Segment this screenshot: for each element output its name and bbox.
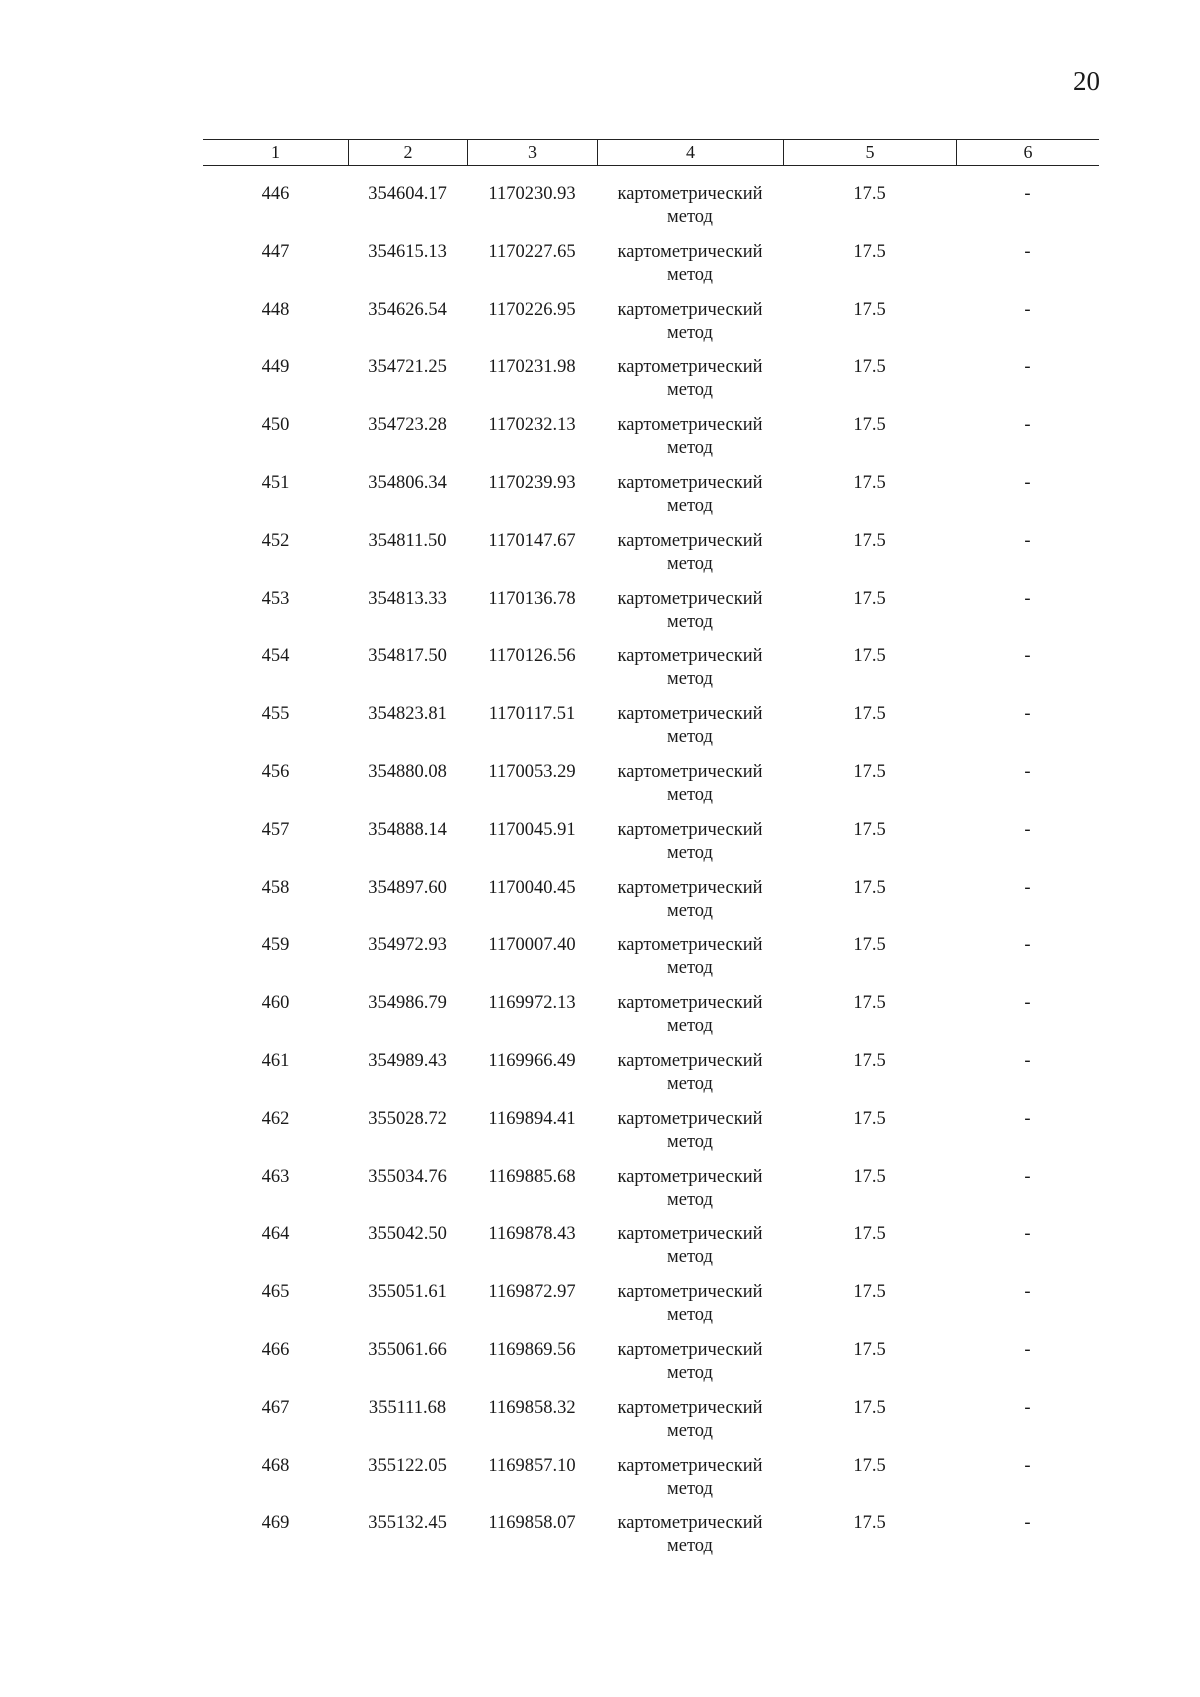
- method-line-2: метод: [667, 1478, 713, 1499]
- method-line-1: картометрический: [617, 472, 763, 493]
- note-cell: -: [1024, 993, 1031, 1014]
- method-line-2: метод: [667, 1131, 713, 1152]
- method-cell: [597, 1108, 783, 1166]
- method-line-2: метод: [667, 438, 713, 459]
- y-coordinate-cell: 1170230.93: [488, 184, 576, 204]
- method-line-1: картометрический: [617, 1108, 763, 1129]
- column-header-5: 5: [783, 140, 956, 165]
- table-row: [203, 1455, 1099, 1513]
- point-number-cell: 448: [261, 299, 290, 320]
- table-row: [203, 703, 1099, 761]
- method-cell: [597, 414, 783, 472]
- y-coordinate-cell: 1170117.51: [488, 704, 576, 725]
- method-cell: [597, 472, 783, 530]
- method-cell: [597, 299, 783, 357]
- point-number-cell: 463: [261, 1166, 290, 1187]
- x-coordinate-cell: 354986.79: [368, 993, 447, 1014]
- point-number-cell: 461: [261, 1050, 290, 1071]
- method-line-1: картометрический: [617, 588, 763, 609]
- accuracy-cell: 17.5: [853, 530, 886, 551]
- method-line-1: картометрический: [617, 1050, 763, 1071]
- table-row: [203, 645, 1099, 703]
- method-line-2: метод: [667, 1305, 713, 1326]
- accuracy-cell: 17.5: [853, 877, 886, 898]
- table-row: [203, 1223, 1099, 1281]
- note-cell: -: [1024, 184, 1031, 204]
- method-cell: [597, 356, 783, 414]
- x-coordinate-cell: 355132.45: [368, 1513, 447, 1534]
- table-row: [203, 241, 1099, 299]
- y-coordinate-cell: 1170231.98: [488, 357, 576, 378]
- accuracy-cell: 17.5: [853, 1224, 886, 1245]
- table-row: [203, 1512, 1099, 1570]
- table-row: [203, 1166, 1099, 1224]
- accuracy-cell: 17.5: [853, 993, 886, 1014]
- method-line-2: метод: [667, 1362, 713, 1383]
- y-coordinate-cell: 1169966.49: [488, 1050, 576, 1071]
- page-number: 20: [1073, 66, 1100, 96]
- y-coordinate-cell: 1170126.56: [488, 646, 576, 667]
- note-cell: -: [1024, 357, 1031, 378]
- method-cell: [597, 1339, 783, 1397]
- point-number-cell: 447: [261, 241, 290, 262]
- note-cell: -: [1024, 877, 1031, 898]
- accuracy-cell: 17.5: [853, 184, 886, 204]
- table-row: [203, 299, 1099, 357]
- method-cell: [597, 1223, 783, 1281]
- method-cell: [597, 1281, 783, 1339]
- table-row: [203, 183, 1099, 241]
- table-row: [203, 1281, 1099, 1339]
- point-number-cell: 446: [261, 184, 290, 204]
- point-number-cell: 459: [261, 935, 290, 956]
- method-line-1: картометрический: [617, 1455, 763, 1476]
- table-row: [203, 1108, 1099, 1166]
- accuracy-cell: 17.5: [853, 1166, 886, 1187]
- note-cell: -: [1024, 819, 1031, 840]
- point-number-cell: 456: [261, 761, 290, 782]
- x-coordinate-cell: 355061.66: [368, 1339, 447, 1360]
- x-coordinate-cell: 354626.54: [368, 299, 447, 320]
- x-coordinate-cell: 354989.43: [368, 1050, 447, 1071]
- note-cell: -: [1024, 1282, 1031, 1303]
- table-row: [203, 588, 1099, 646]
- accuracy-cell: 17.5: [853, 646, 886, 667]
- y-coordinate-cell: 1170239.93: [488, 472, 576, 493]
- accuracy-cell: 17.5: [853, 1397, 886, 1418]
- x-coordinate-cell: 354897.60: [368, 877, 447, 898]
- note-cell: -: [1024, 1108, 1031, 1129]
- method-line-1: картометрический: [617, 184, 763, 204]
- y-coordinate-cell: 1169869.56: [488, 1339, 576, 1360]
- method-line-2: метод: [667, 264, 713, 285]
- x-coordinate-cell: 354811.50: [368, 530, 447, 551]
- note-cell: -: [1024, 1339, 1031, 1360]
- x-coordinate-cell: 354721.25: [368, 357, 447, 378]
- y-coordinate-cell: 1170232.13: [488, 415, 576, 436]
- method-line-1: картометрический: [617, 1224, 763, 1245]
- method-cell: [597, 1050, 783, 1108]
- x-coordinate-cell: 354806.34: [368, 472, 447, 493]
- method-line-1: картометрический: [617, 993, 763, 1014]
- x-coordinate-cell: 354723.28: [368, 415, 447, 436]
- x-coordinate-cell: 354817.50: [368, 646, 447, 667]
- method-line-2: метод: [667, 1016, 713, 1037]
- point-number-cell: 465: [261, 1282, 290, 1303]
- note-cell: -: [1024, 299, 1031, 320]
- method-line-2: метод: [667, 1073, 713, 1094]
- note-cell: -: [1024, 935, 1031, 956]
- table-header-row: [203, 139, 1099, 166]
- y-coordinate-cell: 1169857.10: [488, 1455, 576, 1476]
- table-row: [203, 414, 1099, 472]
- table-body: [203, 183, 1099, 1570]
- accuracy-cell: 17.5: [853, 588, 886, 609]
- method-line-1: картометрический: [617, 1397, 763, 1418]
- note-cell: -: [1024, 1513, 1031, 1534]
- note-cell: -: [1024, 588, 1031, 609]
- method-cell: [597, 1397, 783, 1455]
- point-number-cell: 451: [261, 472, 290, 493]
- method-line-2: метод: [667, 669, 713, 690]
- method-line-2: метод: [667, 1536, 713, 1557]
- method-line-2: метод: [667, 611, 713, 632]
- method-line-1: картометрический: [617, 1513, 763, 1534]
- method-cell: [597, 819, 783, 877]
- method-line-2: метод: [667, 1247, 713, 1268]
- table-row: [203, 934, 1099, 992]
- column-header-2: 2: [348, 140, 467, 165]
- method-cell: [597, 703, 783, 761]
- method-line-1: картометрический: [617, 299, 763, 320]
- table-row: [203, 1050, 1099, 1108]
- y-coordinate-cell: 1169878.43: [488, 1224, 576, 1245]
- method-cell: [597, 761, 783, 819]
- y-coordinate-cell: 1169858.07: [488, 1513, 576, 1534]
- y-coordinate-cell: 1169872.97: [488, 1282, 576, 1303]
- x-coordinate-cell: 355042.50: [368, 1224, 447, 1245]
- method-cell: [597, 645, 783, 703]
- x-coordinate-cell: 354604.17: [368, 184, 447, 204]
- point-number-cell: 469: [261, 1513, 290, 1534]
- note-cell: -: [1024, 704, 1031, 725]
- note-cell: -: [1024, 472, 1031, 493]
- table-row: [203, 356, 1099, 414]
- point-number-cell: 460: [261, 993, 290, 1014]
- method-line-1: картометрический: [617, 415, 763, 436]
- column-header-3: 3: [467, 140, 597, 165]
- note-cell: -: [1024, 1455, 1031, 1476]
- method-line-2: метод: [667, 1189, 713, 1210]
- x-coordinate-cell: 354972.93: [368, 935, 447, 956]
- point-number-cell: 468: [261, 1455, 290, 1476]
- point-number-cell: 449: [261, 357, 290, 378]
- method-cell: [597, 877, 783, 935]
- method-line-2: метод: [667, 958, 713, 979]
- accuracy-cell: 17.5: [853, 704, 886, 725]
- method-line-2: метод: [667, 553, 713, 574]
- accuracy-cell: 17.5: [853, 357, 886, 378]
- accuracy-cell: 17.5: [853, 1455, 886, 1476]
- x-coordinate-cell: 355034.76: [368, 1166, 447, 1187]
- method-line-2: метод: [667, 784, 713, 805]
- table-row: [203, 819, 1099, 877]
- note-cell: -: [1024, 1397, 1031, 1418]
- note-cell: -: [1024, 761, 1031, 782]
- x-coordinate-cell: 354888.14: [368, 819, 447, 840]
- accuracy-cell: 17.5: [853, 415, 886, 436]
- table-row: [203, 761, 1099, 819]
- point-number-cell: 455: [261, 704, 290, 725]
- column-header-6: 6: [956, 140, 1099, 165]
- y-coordinate-cell: 1169972.13: [488, 993, 576, 1014]
- method-line-2: метод: [667, 207, 713, 227]
- method-line-1: картометрический: [617, 761, 763, 782]
- point-number-cell: 452: [261, 530, 290, 551]
- table-row: [203, 1397, 1099, 1455]
- note-cell: -: [1024, 1050, 1031, 1071]
- y-coordinate-cell: 1170136.78: [488, 588, 576, 609]
- accuracy-cell: 17.5: [853, 1050, 886, 1071]
- y-coordinate-cell: 1170226.95: [488, 299, 576, 320]
- point-number-cell: 467: [261, 1397, 290, 1418]
- y-coordinate-cell: 1170227.65: [488, 241, 576, 262]
- coordinates-table: [203, 139, 1099, 1570]
- point-number-cell: 453: [261, 588, 290, 609]
- method-line-2: метод: [667, 380, 713, 401]
- note-cell: -: [1024, 1166, 1031, 1187]
- y-coordinate-cell: 1169858.32: [488, 1397, 576, 1418]
- accuracy-cell: 17.5: [853, 1513, 886, 1534]
- x-coordinate-cell: 355122.05: [368, 1455, 447, 1476]
- note-cell: -: [1024, 241, 1031, 262]
- y-coordinate-cell: 1170045.91: [488, 819, 576, 840]
- method-line-2: метод: [667, 1420, 713, 1441]
- x-coordinate-cell: 354813.33: [368, 588, 447, 609]
- column-header-4: 4: [597, 140, 783, 165]
- method-line-1: картометрический: [617, 1282, 763, 1303]
- x-coordinate-cell: 355051.61: [368, 1282, 447, 1303]
- y-coordinate-cell: 1169885.68: [488, 1166, 576, 1187]
- point-number-cell: 450: [261, 415, 290, 436]
- x-coordinate-cell: 355028.72: [368, 1108, 447, 1129]
- accuracy-cell: 17.5: [853, 1339, 886, 1360]
- method-line-1: картометрический: [617, 704, 763, 725]
- method-line-1: картометрический: [617, 530, 763, 551]
- table-row: [203, 877, 1099, 935]
- method-line-1: картометрический: [617, 1339, 763, 1360]
- table-row: [203, 472, 1099, 530]
- point-number-cell: 458: [261, 877, 290, 898]
- x-coordinate-cell: 354615.13: [368, 241, 447, 262]
- point-number-cell: 457: [261, 819, 290, 840]
- method-line-1: картометрический: [617, 241, 763, 262]
- method-line-2: метод: [667, 727, 713, 748]
- point-number-cell: 464: [261, 1224, 290, 1245]
- method-cell: [597, 934, 783, 992]
- method-cell: [597, 588, 783, 646]
- column-header-1: 1: [271, 142, 280, 162]
- table-row: [203, 1339, 1099, 1397]
- note-cell: -: [1024, 530, 1031, 551]
- accuracy-cell: 17.5: [853, 935, 886, 956]
- method-line-1: картометрический: [617, 877, 763, 898]
- point-number-cell: 454: [261, 646, 290, 667]
- point-number-cell: 466: [261, 1339, 290, 1360]
- method-line-1: картометрический: [617, 646, 763, 667]
- method-line-1: картометрический: [617, 1166, 763, 1187]
- method-cell: [597, 183, 783, 241]
- y-coordinate-cell: 1170007.40: [488, 935, 576, 956]
- method-cell: [597, 241, 783, 299]
- method-cell: [597, 1512, 783, 1570]
- method-line-2: метод: [667, 322, 713, 343]
- accuracy-cell: 17.5: [853, 819, 886, 840]
- y-coordinate-cell: 1170147.67: [488, 530, 576, 551]
- table-row: [203, 992, 1099, 1050]
- accuracy-cell: 17.5: [853, 472, 886, 493]
- method-cell: [597, 1166, 783, 1224]
- method-cell: [597, 1455, 783, 1513]
- y-coordinate-cell: 1170053.29: [488, 761, 576, 782]
- accuracy-cell: 17.5: [853, 1282, 886, 1303]
- accuracy-cell: 17.5: [853, 761, 886, 782]
- method-line-1: картометрический: [617, 357, 763, 378]
- method-line-2: метод: [667, 495, 713, 516]
- method-cell: [597, 992, 783, 1050]
- y-coordinate-cell: 1169894.41: [488, 1108, 576, 1129]
- x-coordinate-cell: 354823.81: [368, 704, 447, 725]
- accuracy-cell: 17.5: [853, 1108, 886, 1129]
- y-coordinate-cell: 1170040.45: [488, 877, 576, 898]
- table-row: [203, 530, 1099, 588]
- accuracy-cell: 17.5: [853, 299, 886, 320]
- method-line-2: метод: [667, 900, 713, 921]
- accuracy-cell: 17.5: [853, 241, 886, 262]
- method-line-1: картометрический: [617, 935, 763, 956]
- note-cell: -: [1024, 646, 1031, 667]
- note-cell: -: [1024, 415, 1031, 436]
- note-cell: -: [1024, 1224, 1031, 1245]
- x-coordinate-cell: 355111.68: [368, 1397, 447, 1418]
- x-coordinate-cell: 354880.08: [368, 761, 447, 782]
- method-line-2: метод: [667, 842, 713, 863]
- method-line-1: картометрический: [617, 819, 763, 840]
- method-cell: [597, 530, 783, 588]
- point-number-cell: 462: [261, 1108, 290, 1129]
